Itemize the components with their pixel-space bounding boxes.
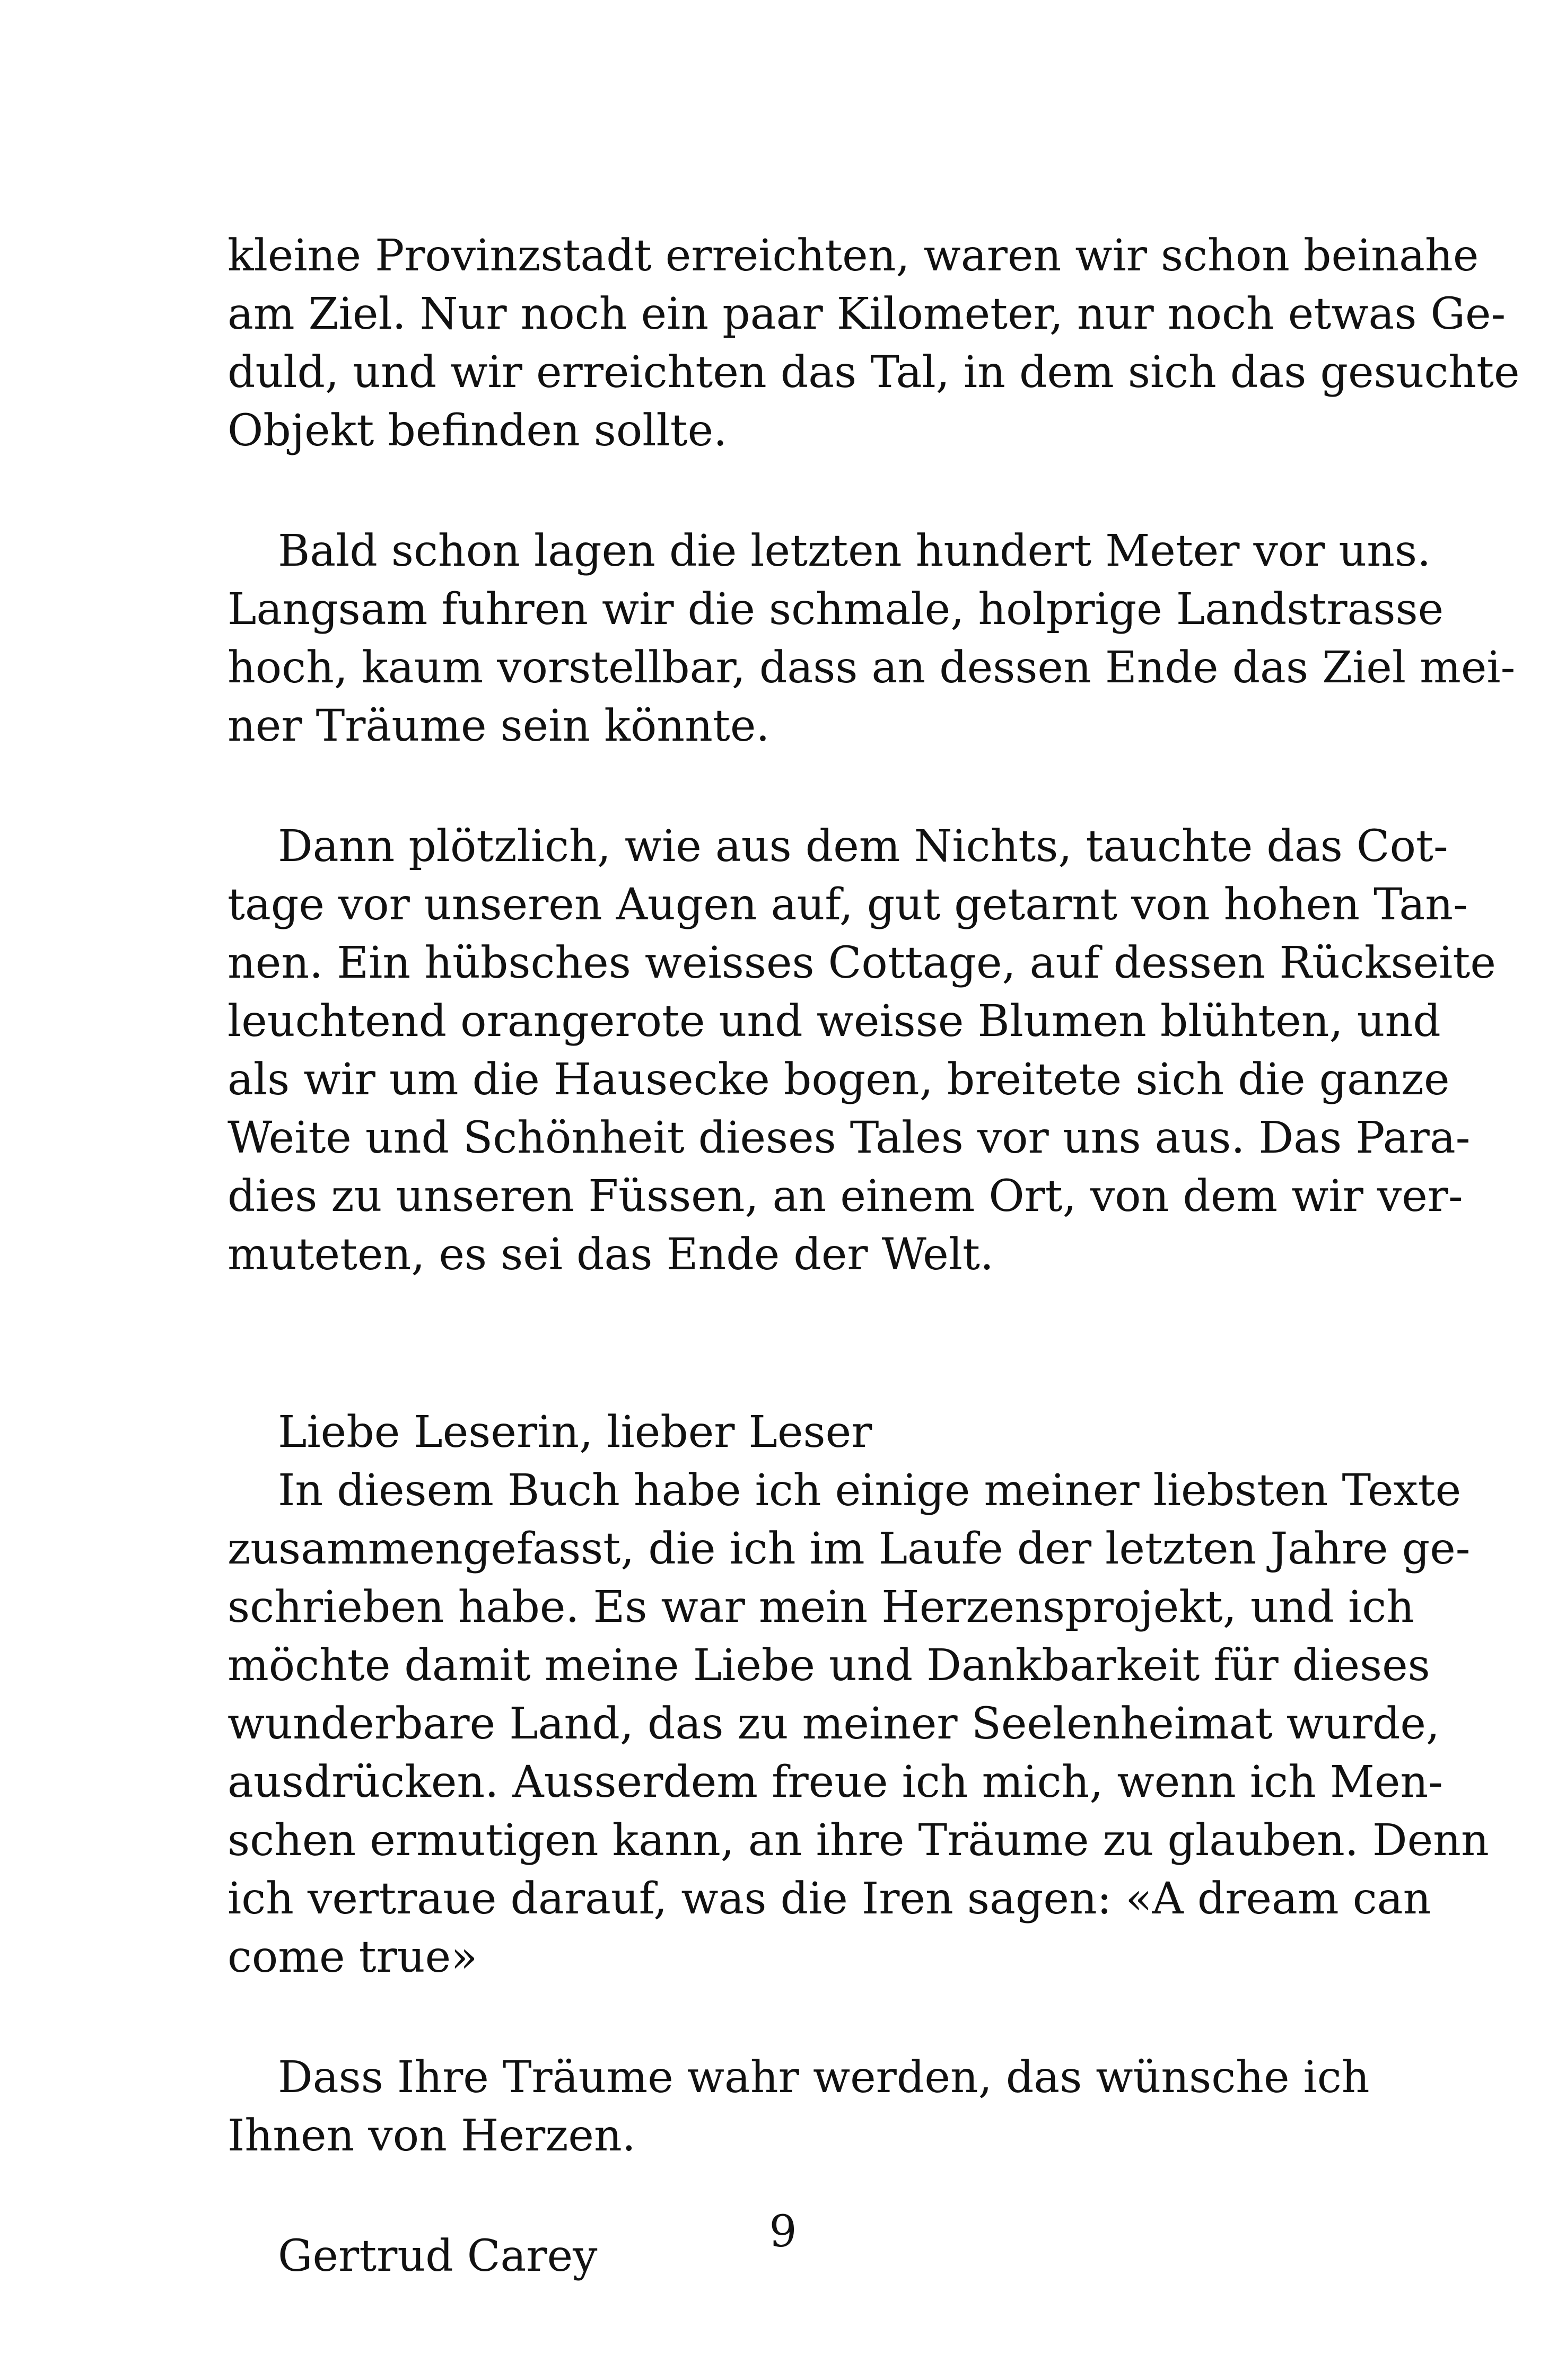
paragraph — [228, 1462, 1489, 1987]
text-line: tage vor unseren Augen auf, gut getarnt von hohen Tan- — [228, 880, 1468, 930]
text-line: zusammengefasst, die ich im Laufe der letzten Jahre ge- — [228, 1524, 1471, 1574]
text-line: schen ermutigen kann, an ihre Träume zu glauben. Denn — [228, 1815, 1489, 1866]
text-line: muteten, es sei das Ende der Welt. — [228, 1229, 994, 1280]
text-line: wunderbare Land, das zu meiner Seelenheimat wurde, — [228, 1699, 1440, 1749]
text-line: dies zu unseren Füssen, an einem Ort, von dem wir ver- — [228, 1171, 1463, 1222]
author-name: Gertrud Carey — [278, 2231, 598, 2281]
text-line: In diesem Buch habe ich einige meiner liebsten Texte — [278, 1465, 1462, 1516]
text-line: duld, und wir erreichten das Tal, in dem sich das gesuchte — [228, 347, 1520, 398]
text-line: als wir um die Hausecke bogen, breitete sich die ganze — [228, 1055, 1450, 1105]
text-line: am Ziel. Nur noch ein paar Kilometer, nur noch etwas Ge- — [228, 289, 1506, 339]
book-page-text — [228, 227, 1520, 2286]
text-line: hoch, kaum vorstellbar, dass an dessen Ende das Ziel mei- — [228, 643, 1516, 693]
paragraph — [228, 227, 1520, 460]
paragraph — [228, 818, 1496, 1284]
text-line: Liebe Leserin, lieber Leser — [278, 1407, 872, 1457]
salutation — [228, 1403, 1346, 1462]
text-line: Objekt befinden sollte. — [228, 406, 728, 456]
page-number: 9 — [769, 2207, 797, 2257]
text-line: kleine Provinzstadt erreichten, waren wir schon beinahe — [228, 231, 1479, 281]
text-line: ner Träume sein könnte. — [228, 701, 770, 751]
text-line: nen. Ein hübsches weisses Cottage, auf dessen Rückseite — [228, 938, 1496, 988]
text-line: come true» — [228, 1932, 478, 1982]
text-line: leuchtend orangerote und weisse Blumen blühten, und — [228, 996, 1441, 1047]
text-line: Dass Ihre Träume wahr werden, das wünsche ich — [278, 2052, 1370, 2103]
text-line: ausdrücken. Ausserdem freue ich mich, wenn ich Men- — [228, 1757, 1443, 1807]
text-line: Weite und Schönheit dieses Tales vor uns aus. Das Para- — [228, 1113, 1471, 1163]
text-line: möchte damit meine Liebe und Dankbarkeit für dieses — [228, 1640, 1430, 1691]
text-line: Bald schon lagen die letzten hundert Meter vor uns. — [278, 526, 1431, 576]
paragraph — [228, 2049, 1370, 2165]
paragraph — [228, 522, 1516, 756]
text-line: Ihnen von Herzen. — [228, 2111, 636, 2161]
text-line: Langsam fuhren wir die schmale, holprige Landstrasse — [228, 584, 1444, 635]
text-line: ich vertraue darauf, was die Iren sagen: «A dream can — [228, 1874, 1431, 1924]
text-line: schrieben habe. Es war mein Herzensprojekt, und ich — [228, 1582, 1415, 1632]
text-line: Dann plötzlich, wie aus dem Nichts, tauchte das Cot- — [278, 821, 1448, 872]
